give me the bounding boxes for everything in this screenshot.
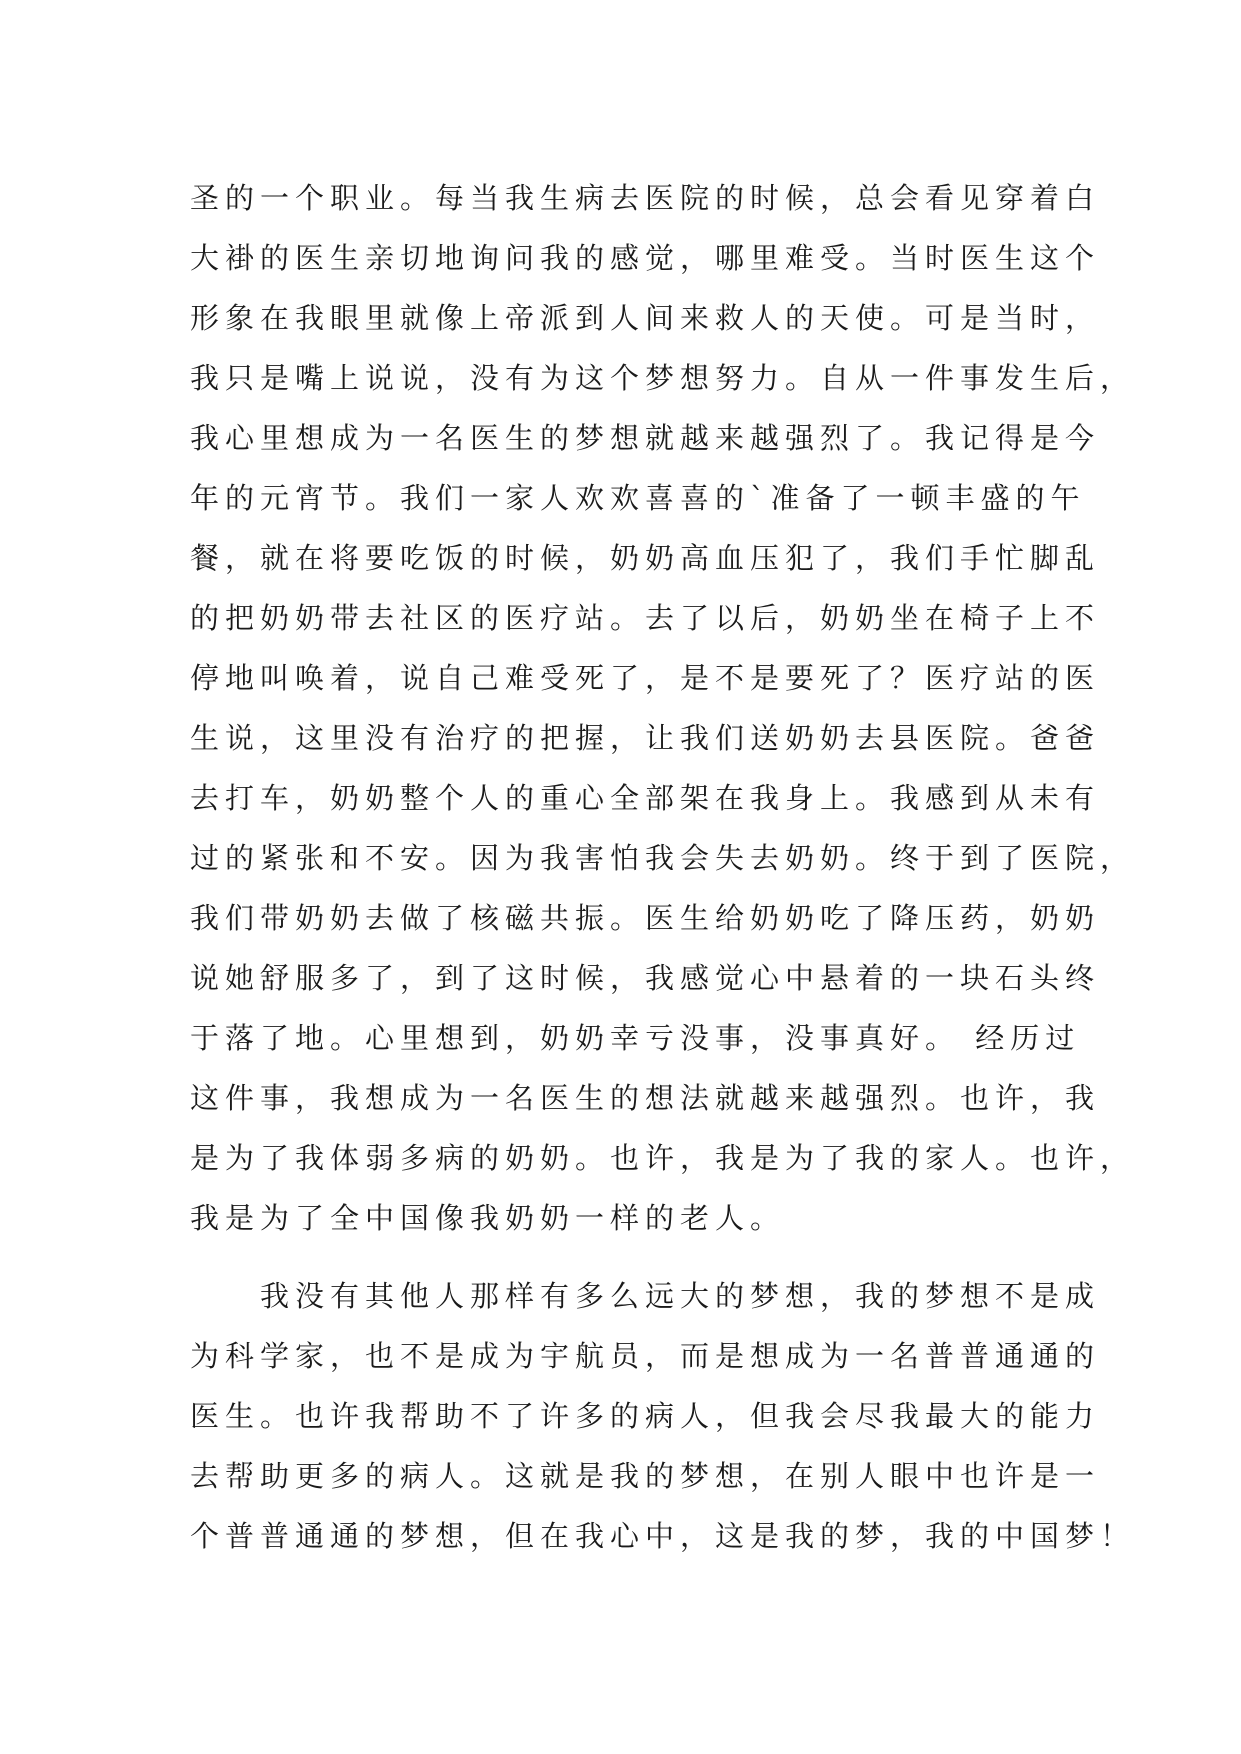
paragraph-2 (190, 1266, 1136, 1566)
text-line: 形象在我眼里就像上帝派到人间来救人的天使。可是当时， (190, 301, 1101, 335)
text-line: 我是为了全中国像我奶奶一样的老人。 (190, 1201, 786, 1235)
text-line: 我们带奶奶去做了核磁共振。医生给奶奶吃了降压药，奶奶 (190, 901, 1101, 935)
text-line: 为科学家，也不是成为宇航员，而是想成为一名普普通通的 (190, 1339, 1101, 1373)
text-line: 年的元宵节。我们一家人欢欢喜喜的`准备了一顿丰盛的午 (190, 481, 1086, 515)
text-line: 医生。也许我帮助不了许多的病人，但我会尽我最大的能力 (190, 1399, 1101, 1433)
text-line: 圣的一个职业。每当我生病去医院的时候，总会看见穿着白 (190, 181, 1101, 215)
text-line: 这件事，我想成为一名医生的想法就越来越强烈。也许，我 (190, 1081, 1101, 1115)
text-line: 我心里想成为一名医生的梦想就越来越强烈了。我记得是今 (190, 421, 1101, 455)
paragraph-1 (190, 168, 1136, 1248)
text-line: 的把奶奶带去社区的医疗站。去了以后，奶奶坐在椅子上不 (190, 601, 1101, 635)
text-line: 于落了地。心里想到，奶奶幸亏没事，没事真好。 经历过 (190, 1021, 1081, 1055)
essay-body (190, 168, 1136, 1566)
text-line: 是为了我体弱多病的奶奶。也许，我是为了我的家人。也许， (190, 1141, 1136, 1175)
text-line: 我没有其他人那样有多么远大的梦想，我的梦想不是成 (190, 1279, 1101, 1313)
text-line: 餐，就在将要吃饭的时候，奶奶高血压犯了，我们手忙脚乱 (190, 541, 1101, 575)
text-line: 大褂的医生亲切地询问我的感觉，哪里难受。当时医生这个 (190, 241, 1101, 275)
text-line: 停地叫唤着，说自己难受死了，是不是要死了？医疗站的医 (190, 661, 1101, 695)
text-line: 去帮助更多的病人。这就是我的梦想，在别人眼中也许是一 (190, 1459, 1101, 1493)
text-line: 个普普通通的梦想，但在我心中，这是我的梦，我的中国梦！ (190, 1519, 1136, 1553)
text-line: 说她舒服多了，到了这时候，我感觉心中悬着的一块石头终 (190, 961, 1101, 995)
text-line: 我只是嘴上说说，没有为这个梦想努力。自从一件事发生后， (190, 361, 1136, 395)
text-line: 去打车，奶奶整个人的重心全部架在我身上。我感到从未有 (190, 781, 1101, 815)
text-line: 过的紧张和不安。因为我害怕我会失去奶奶。终于到了医院， (190, 841, 1136, 875)
text-line: 生说，这里没有治疗的把握，让我们送奶奶去县医院。爸爸 (190, 721, 1101, 755)
